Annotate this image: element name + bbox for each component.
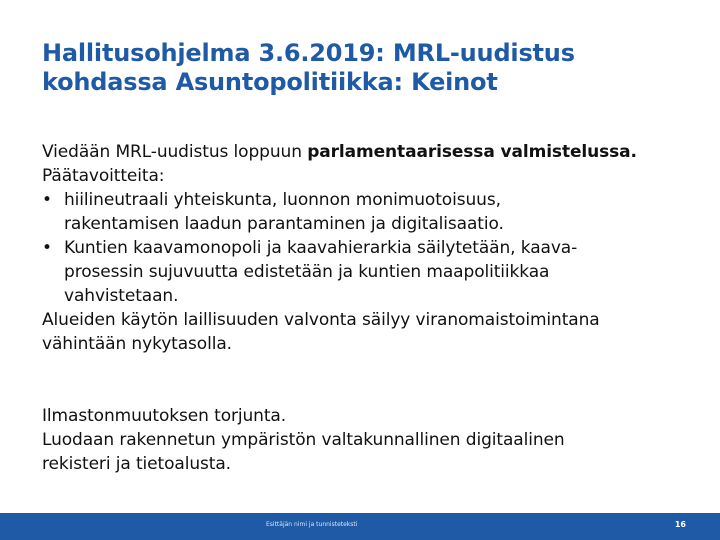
footer-bar xyxy=(0,513,720,540)
paragraph-spacer xyxy=(42,356,702,380)
registry-line-2: rekisteri ja tietoalusta. xyxy=(42,454,231,474)
bullet-item-1 xyxy=(42,188,702,236)
footer-text: Esittäjän nimi ja tunnisteteksti xyxy=(266,521,358,528)
bullet-2-line-2: prosessin sujuvuutta edistetään ja kuntien maapolitiikkaa xyxy=(64,262,550,282)
page-number: 16 xyxy=(674,520,686,529)
bullet-1-line-2: rakentamisen laadun parantaminen ja digitalisaatio. xyxy=(64,214,504,234)
paragraph-spacer xyxy=(42,380,702,404)
oversight-line-2: vähintään nykytasolla. xyxy=(42,334,232,354)
slide-body xyxy=(42,140,702,476)
registry-paragraph xyxy=(42,428,702,476)
bullet-2-line-1: Kuntien kaavamonopoli ja kaavahierarkia säilytetään, kaava- xyxy=(64,238,578,258)
oversight-line-1: Alueiden käytön laillisuuden valvonta säilyy viranomaistoimintana xyxy=(42,310,600,330)
bullet-2-line-3: vahvistetaan. xyxy=(64,286,179,306)
registry-line-1: Luodaan rakennetun ympäristön valtakunnallinen digitaalinen xyxy=(42,430,565,450)
bullet-text-2 xyxy=(64,236,702,308)
goals-label: Päätavoitteita: xyxy=(42,166,165,186)
intro-text: Viedään MRL-uudistus loppuun xyxy=(42,142,308,162)
bullet-icon: • xyxy=(42,238,52,258)
slide-title xyxy=(42,39,692,97)
bullet-text-1 xyxy=(64,188,702,236)
bullet-1-line-1: hiilineutraali yhteiskunta, luonnon monimuotoisuus, xyxy=(64,190,501,210)
title-line-1: Hallitusohjelma 3.6.2019: MRL-uudistus xyxy=(42,39,575,67)
bullet-icon: • xyxy=(42,190,52,210)
climate-paragraph: Ilmastonmuutoksen torjunta. xyxy=(42,406,287,426)
oversight-paragraph xyxy=(42,308,702,356)
intro-emphasis: parlamentaarisessa valmistelussa. xyxy=(307,142,637,162)
title-line-2: kohdassa Asuntopolitiikka: Keinot xyxy=(42,68,498,96)
bullet-item-2 xyxy=(42,236,702,308)
intro-paragraph xyxy=(42,140,702,164)
